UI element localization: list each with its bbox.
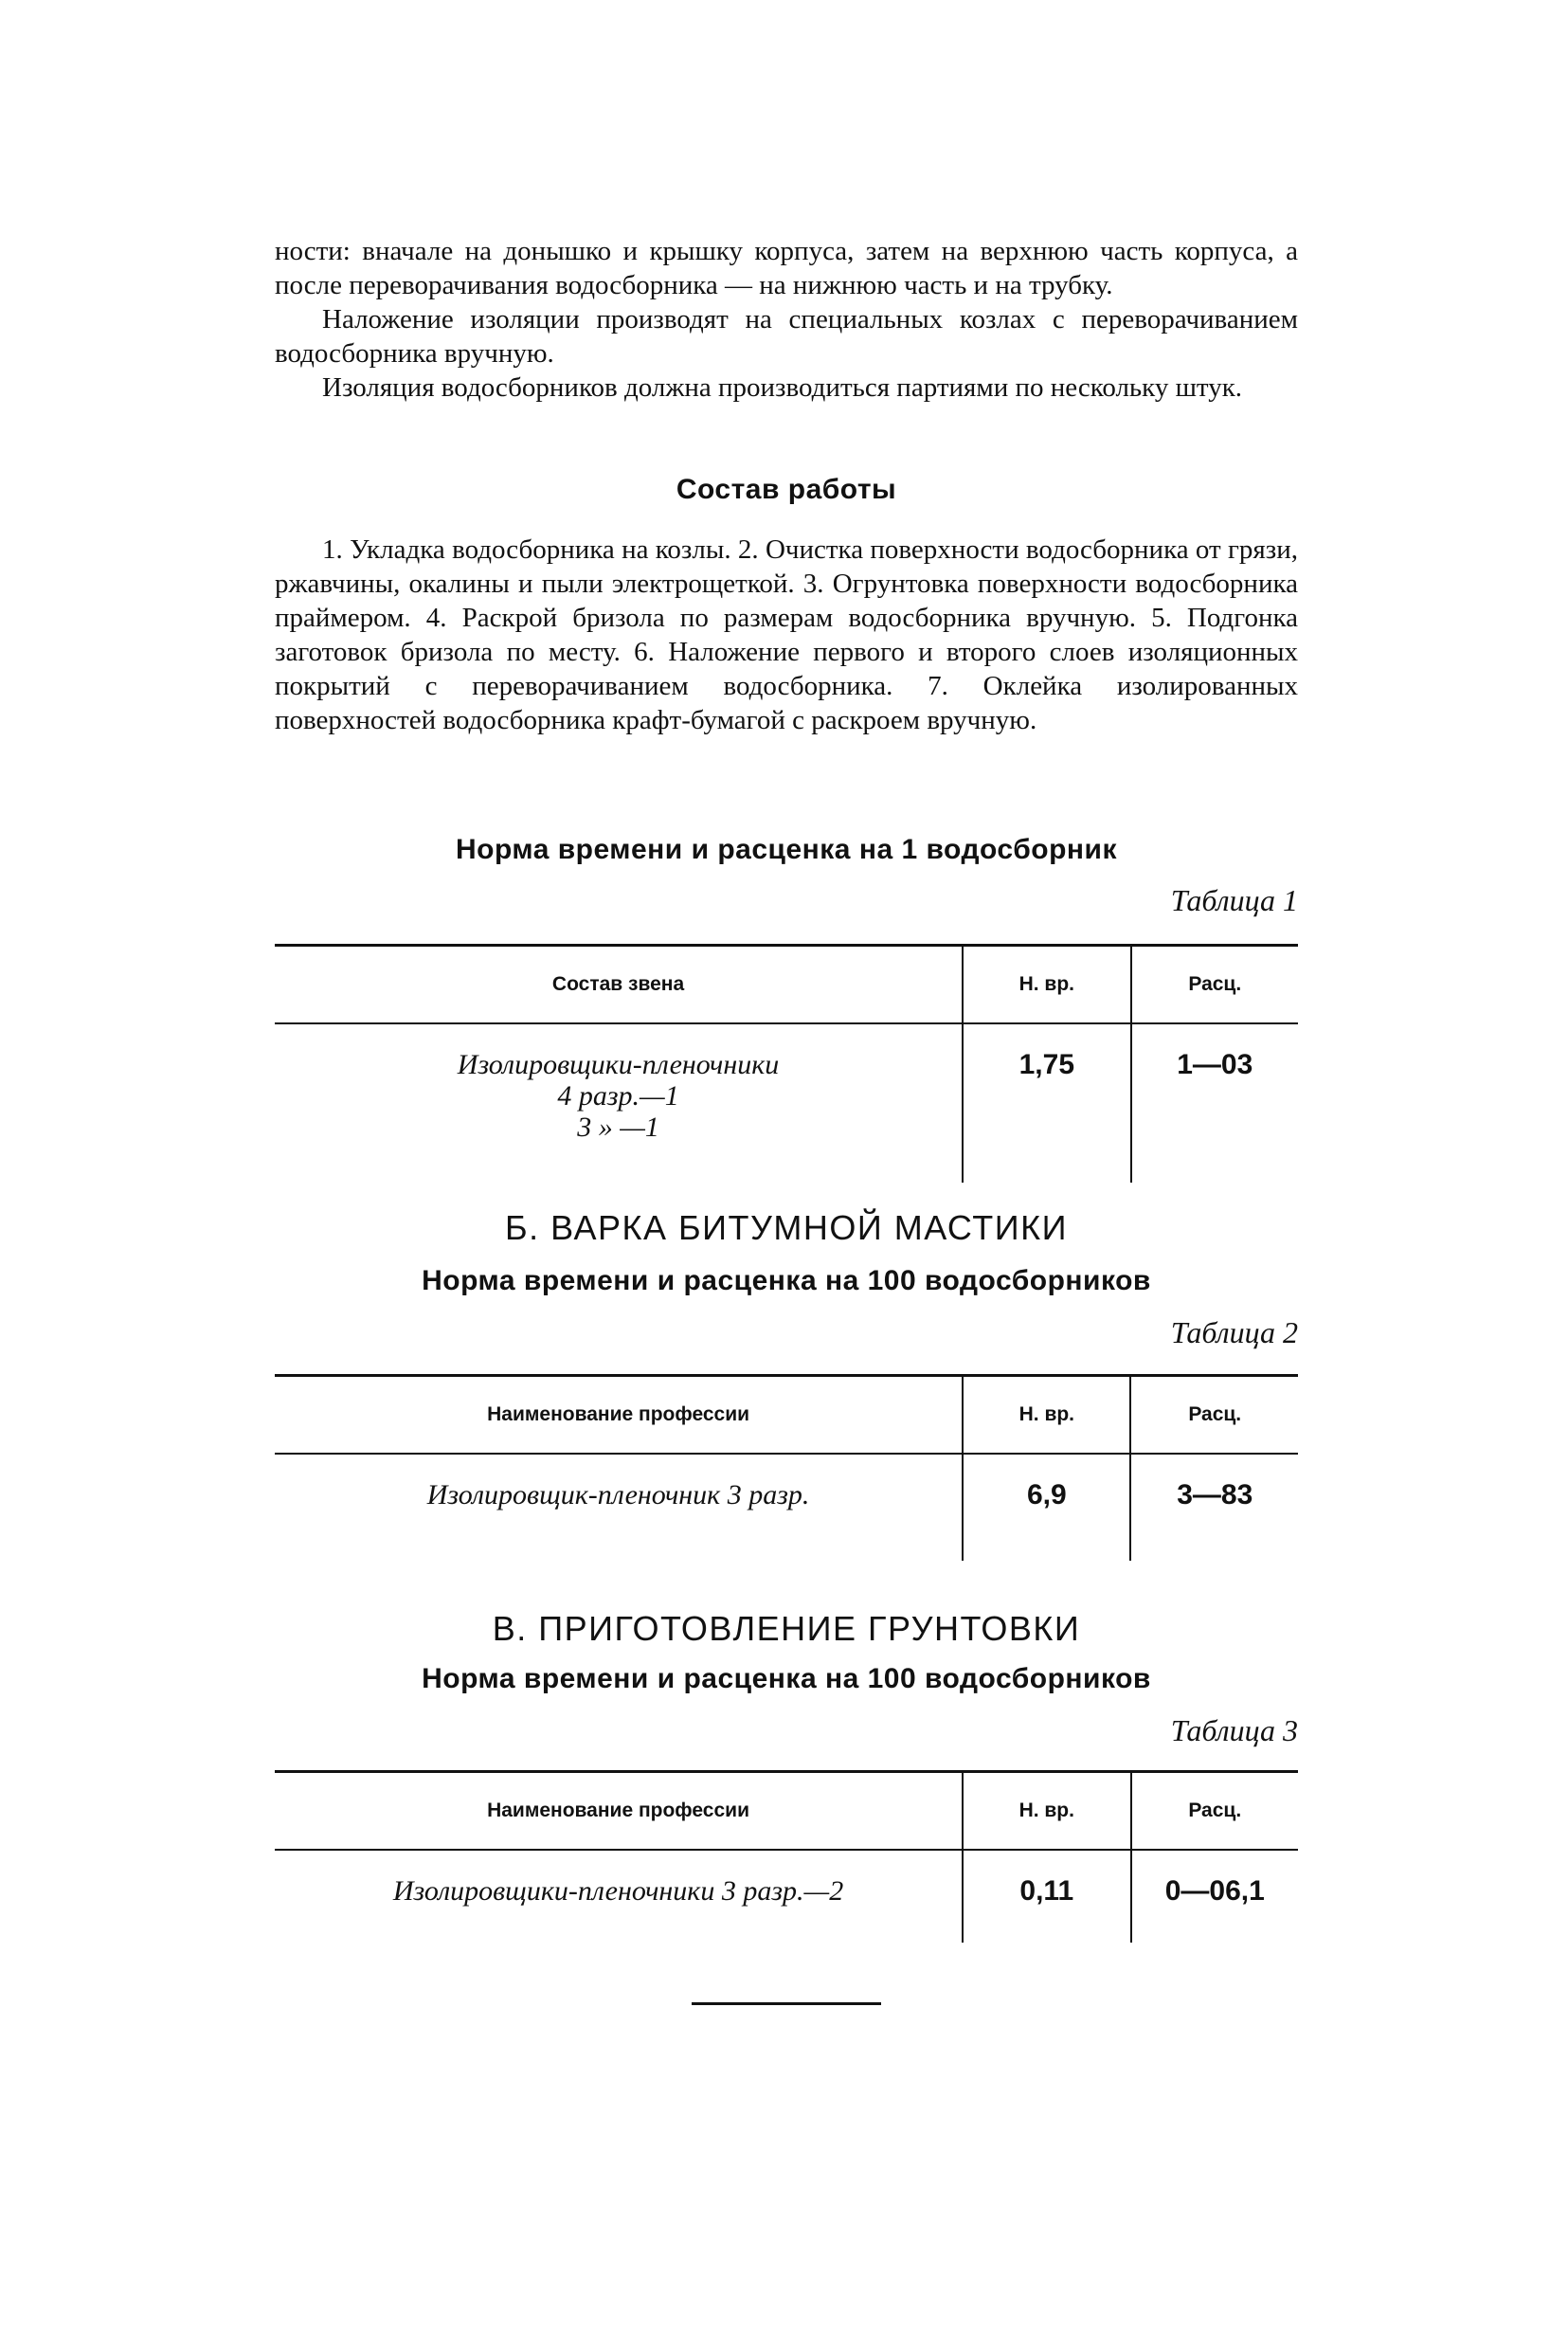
table1-label: Таблица 1 [1170,883,1298,917]
sectionB-title-block [275,1208,1298,1248]
table3-header-rate: Расц. [1131,1772,1299,1851]
work-block [275,533,1298,737]
table2-header-profession: Наименование профессии [275,1376,963,1455]
table2 [275,1374,1298,1561]
end-divider [692,2002,881,2005]
intro-paragraph-1: ности: вначале на донышко и крышку корпуса, затем на верхнюю часть корпуса, а после переворачивания водосборника — на нижнюю часть и на трубку. [275,236,1298,300]
sectionB-norm-title: Норма времени и расценка на 100 водосборников [422,1265,1151,1296]
table-header-row [275,946,1298,1024]
table1-header-norm: Н. вр. [963,946,1130,1024]
table2-profession-cell: Изолировщик-пленочник 3 разр. [426,1479,810,1510]
work-text: 1. Укладка водосборника на козлы. 2. Очистка поверхности водосборника от грязи, ржавчины, окалины и пыли электрощеткой. 3. Огрунтовка поверхности водосборника праймером. 4. Раскрой бризола по размерам водосборника вручную. 5. Подгонка заготовок бризола по месту. 6. Наложение первого и второго слоев изоляционных покрытий с переворачиванием водосборника. 7. Оклейка изолированных поверхностей водосборника крафт-бумагой с раскроем вручную. [275,534,1298,735]
table-row [275,1023,1298,1183]
table1-crew-line1: Изолировщики-пленочники [457,1049,780,1080]
table3-rate-cell: 0—06,1 [1131,1850,1299,1943]
table3-profession-cell: Изолировщики-пленочники 3 разр.—2 [392,1875,844,1907]
table2-label-block [275,1315,1298,1350]
table1-title: Норма времени и расценка на 1 водосборник [456,834,1117,865]
table2-norm-cell: 6,9 [963,1454,1130,1561]
table3 [275,1770,1298,1943]
work-heading-block [275,474,1298,506]
table-row [275,1454,1298,1561]
table3-label: Таблица 3 [1170,1713,1298,1747]
sectionC-norm-title-block [275,1663,1298,1695]
table3-norm-cell: 0,11 [963,1850,1130,1943]
intro-block [275,234,1298,405]
table1-label-block [275,883,1298,918]
table-row [275,1850,1298,1943]
sectionC-title-block [275,1609,1298,1649]
table3-header-norm: Н. вр. [963,1772,1130,1851]
sectionC-title: В. ПРИГОТОВЛЕНИЕ ГРУНТОВКИ [492,1609,1081,1648]
table1-crew-cell [275,1023,963,1183]
table1-title-block [275,834,1298,866]
table2-header-rate: Расц. [1130,1376,1298,1455]
table1-norm-cell: 1,75 [963,1023,1130,1183]
table1-header-rate: Расц. [1131,946,1298,1024]
table-header-row [275,1376,1298,1455]
table1 [275,944,1298,1183]
intro-paragraph-2: Наложение изоляции производят на специальных козлах с переворачиванием водосборника вручную. [275,304,1298,369]
table2-header-norm: Н. вр. [963,1376,1130,1455]
table1-crew-line3: 3 » —1 [577,1112,659,1143]
work-heading: Состав работы [676,474,897,505]
table1-rate-cell: 1—03 [1131,1023,1298,1183]
intro-paragraph-3: Изоляция водосборников должна производиться партиями по нескольку штук. [322,372,1243,403]
table1-header-crew: Состав звена [275,946,963,1024]
table3-label-block [275,1713,1298,1748]
table2-rate-cell: 3—83 [1130,1454,1298,1561]
table1-crew-line2: 4 разр.—1 [557,1080,679,1112]
sectionC-norm-title: Норма времени и расценка на 100 водосборников [422,1663,1151,1694]
sectionB-norm-title-block [275,1265,1298,1297]
table-header-row [275,1772,1298,1851]
sectionB-title: Б. ВАРКА БИТУМНОЙ МАСТИКИ [505,1208,1068,1247]
table3-header-profession: Наименование профессии [275,1772,963,1851]
table2-label: Таблица 2 [1170,1315,1298,1349]
